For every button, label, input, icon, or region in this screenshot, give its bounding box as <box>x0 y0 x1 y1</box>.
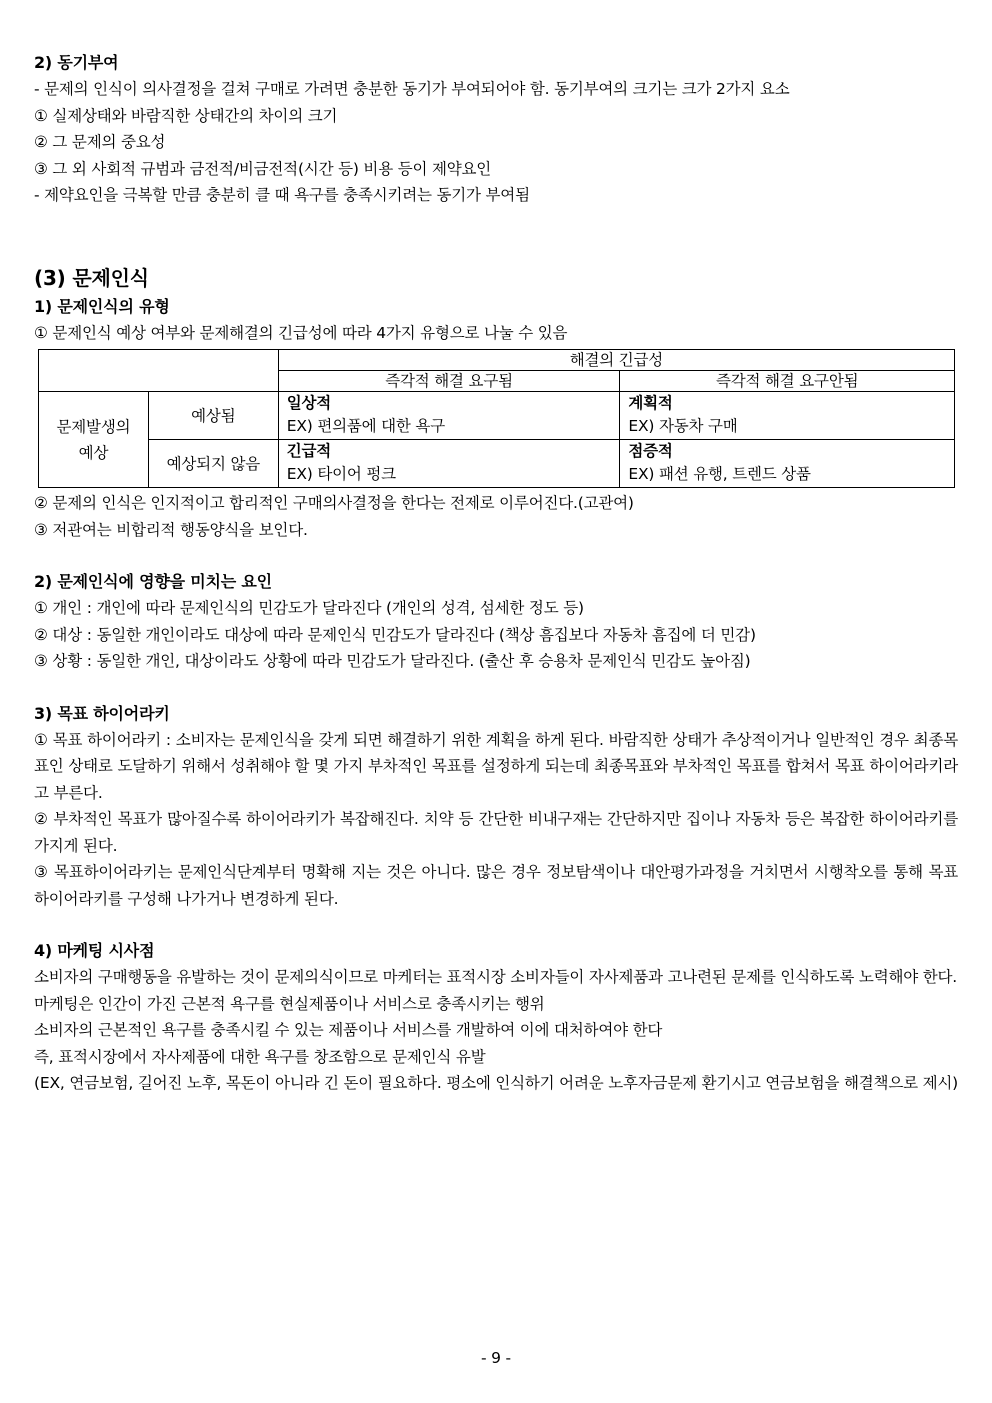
marketing-paragraph: 소비자의 구매행동을 유발하는 것이 문제의식이므로 마케터는 표적시장 소비자들이 자사제품과 고나련된 문제를 인식하도록 노력해야 한다. <box>34 968 958 986</box>
types-note: ③ 저관여는 비합리적 행동양식을 보인다. <box>34 520 308 539</box>
section-heading-types: 1) 문제인식의 유형 <box>34 296 170 316</box>
cell-title: 긴급적 <box>286 442 332 460</box>
factor-line: ③ 상황 : 동일한 개인, 대상이라도 상황에 따라 민감도가 달라진다. (출산 후 승용차 문제인식 민감도 높아짐) <box>34 652 751 670</box>
document-page <box>34 50 958 1097</box>
cell-example: EX) 패션 유행, 트렌드 상품 <box>628 465 811 483</box>
row-group-line: 예상 <box>78 443 109 462</box>
cell-example: EX) 자동차 구매 <box>628 417 738 435</box>
row-header-unexpected: 예상되지 않음 <box>148 440 278 488</box>
goal-hierarchy-paragraph: ③ 목표하이어라키는 문제인식단계부터 명확해 지는 것은 아니다. 많은 경우 정보탐색이나 대안평가과정을 거치면서 시행착오를 통해 목표하이어라키를 구성해 나가거나 변경하게 된다. <box>34 863 958 908</box>
row-group-header <box>39 392 149 488</box>
marketing-paragraph: 소비자의 근본적인 욕구를 충족시킬 수 있는 제품이나 서비스를 개발하여 이에 대처하여야 한다 <box>34 1021 663 1039</box>
cell-example: EX) 타이어 펑크 <box>286 465 396 483</box>
table-cell-evolving <box>620 440 955 488</box>
factor-line: ② 대상 : 동일한 개인이라도 대상에 따라 문제인식 민감도가 달라진다 (책상 흠집보다 자동차 흠집에 더 민감) <box>34 625 756 644</box>
cell-example: EX) 편의품에 대한 욕구 <box>286 417 445 435</box>
section-heading-goal-hierarchy: 3) 목표 하이어라키 <box>34 703 170 723</box>
cell-title: 계획적 <box>628 394 673 412</box>
cell-title: 점증적 <box>628 442 673 460</box>
problem-type-table <box>38 349 955 488</box>
motivation-line: - 제약요인을 극복할 만큼 충분히 클 때 욕구를 충족시키려는 동기가 부여됨 <box>34 186 530 204</box>
section-heading-motivation: 2) 동기부여 <box>34 53 119 72</box>
types-note: ② 문제의 인식은 인지적이고 합리적인 구매의사결정을 한다는 전제로 이루어진다.(고관여) <box>34 494 634 512</box>
motivation-line: ① 실제상태와 바람직한 상태간의 차이의 크기 <box>34 106 338 125</box>
motivation-line: ② 그 문제의 중요성 <box>34 133 166 151</box>
marketing-paragraph: 즉, 표적시장에서 자사제품에 대한 욕구를 창조함으로 문제인식 유발 <box>34 1047 486 1066</box>
motivation-line: ③ 그 외 사회적 규범과 금전적/비금전적(시간 등) 비용 등이 제약요인 <box>34 159 492 178</box>
table-cell-emergency <box>278 440 620 488</box>
cell-title: 일상적 <box>286 394 332 412</box>
section-heading-factors: 2) 문제인식에 영향을 미치는 요인 <box>34 572 272 591</box>
table-cell-planned <box>620 392 955 440</box>
marketing-paragraph: 마케팅은 인간이 가진 근본적 욕구를 현실제품이나 서비스로 충족시키는 행위 <box>34 994 545 1013</box>
urgency-header: 해결의 긴급성 <box>278 350 954 371</box>
row-header-expected: 예상됨 <box>148 392 278 440</box>
factor-line: ① 개인 : 개인에 따라 문제인식의 민감도가 달라진다 (개인의 성격, 섬세한 정도 등) <box>34 599 584 617</box>
table-cell-routine <box>278 392 620 440</box>
types-intro: ① 문제인식 예상 여부와 문제해결의 긴급성에 따라 4가지 유형으로 나눌 수 있음 <box>34 323 568 342</box>
goal-hierarchy-paragraph: ② 부차적인 목표가 많아질수록 하이어라키가 복잡해진다. 치약 등 간단한 비내구재는 간단하지만 집이나 자동차 등은 복잡한 하이어라키를 가지게 된다. <box>34 810 958 855</box>
marketing-paragraph: (EX, 연금보험, 길어진 노후, 목돈이 아니라 긴 돈이 필요하다. 평소에 인식하기 어려운 노후자금문제 환기시고 연금보험을 해결책으로 제시) <box>34 1074 958 1092</box>
page-number: - 9 - <box>481 1349 511 1367</box>
row-group-line: 문제발생의 <box>56 417 131 436</box>
chapter-heading-problem-recognition: (3) 문제인식 <box>34 265 149 290</box>
col-header-not-immediate: 즉각적 해결 요구안됨 <box>620 371 955 392</box>
motivation-line: - 문제의 인식이 의사결정을 걸쳐 구매로 가려면 충분한 동기가 부여되어야 함. 동기부여의 크기는 크가 2가지 요소 <box>34 80 790 98</box>
section-heading-marketing: 4) 마케팅 시사점 <box>34 941 155 960</box>
col-header-immediate: 즉각적 해결 요구됨 <box>278 371 620 392</box>
table-corner-cell <box>39 350 279 392</box>
goal-hierarchy-paragraph: ① 목표 하이어라키 : 소비자는 문제인식을 갖게 되면 해결하기 위한 계획을 하게 된다. 바람직한 상태가 추상적이거나 일반적인 경우 최종목표인 상태로 도달하기 위해서 성취해야 할 몇 가지 부차적인 목표를 설정하게 되는데 최종목표와 부차적인 목표를 합쳐서 목표 하이어라키라고 부른다. <box>34 730 958 802</box>
